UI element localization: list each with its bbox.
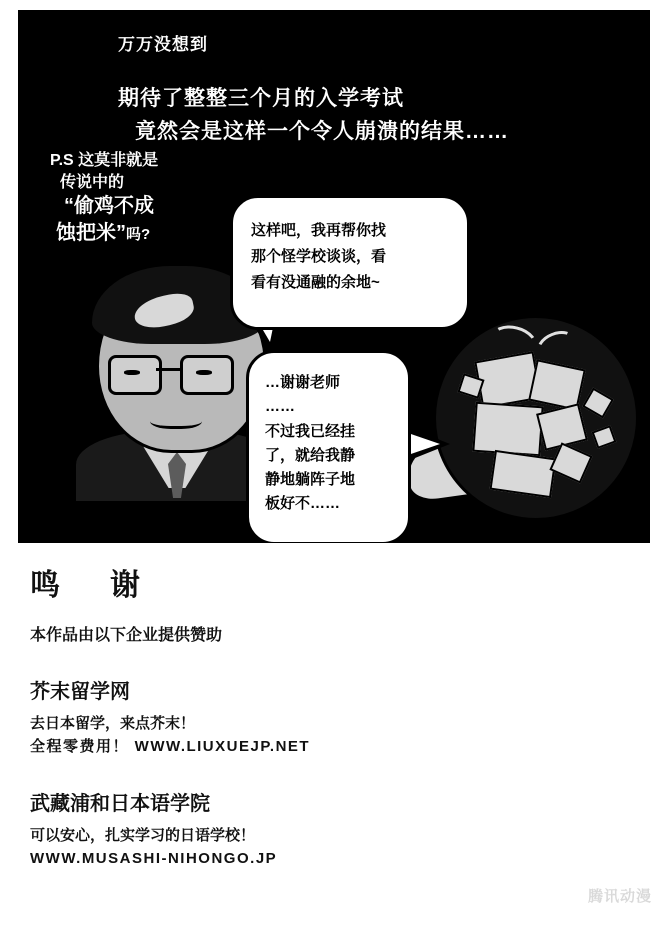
crumbling-ruins [433, 315, 638, 530]
sponsor-entry [30, 675, 630, 759]
rubble-block-3 [472, 402, 543, 457]
watermark: 腾讯动漫 [587, 888, 652, 905]
sponsor-name: 武藏浦和日本语学院 [30, 792, 210, 815]
ps-note-line-4-main: 蚀把米” [56, 222, 126, 245]
rubble-block-6 [549, 442, 592, 483]
teacher-bubble-line-2: 那个怪学校谈谈，看 [251, 247, 387, 265]
ps-note-line-4 [50, 220, 158, 247]
glasses-left-lens [108, 355, 162, 395]
glasses-bridge [156, 368, 180, 371]
rubble-block-8 [592, 425, 617, 449]
teacher-bubble-line-3: 看有没通融的余地~ [251, 273, 380, 291]
student-bubble-line-5: 静地躺阵子地 [265, 471, 356, 489]
credits-subtitle: 本作品由以下企业提供赞助 [30, 627, 223, 644]
credits-section [30, 560, 630, 898]
teacher-right-eye [196, 370, 212, 375]
sponsor-url: 全程零费用！ WWW.LIUXUEJP.NET [30, 738, 311, 756]
sponsor-tagline: 可以安心，扎实学习的日语学校！ [30, 826, 256, 844]
ps-note-line-1: P.S 这莫非就是 [50, 152, 159, 169]
ps-note-line-3: “偷鸡不成 [64, 195, 154, 218]
sponsor-name: 芥末留学网 [30, 681, 130, 703]
ruins-circle [433, 315, 639, 521]
student-speech-bubble [246, 350, 411, 543]
teacher-speech-bubble [230, 195, 470, 330]
teacher-bubble-line-1: 这样吧，我再帮你找 [251, 222, 387, 239]
sponsor-url: WWW.MUSASHI-NIHONGO.JP [30, 849, 278, 867]
student-bubble-line-4: 了，就给我静 [265, 446, 356, 464]
caption-line-2: 期待了整整三个月的入学考试 [118, 87, 404, 110]
caption-line-3: 竟然会是这样一个令人崩溃的结果…… [135, 120, 509, 143]
teacher-left-eye [124, 370, 140, 375]
ps-note [50, 150, 158, 247]
ps-note-line-2: 传说中的 [60, 173, 125, 191]
sponsor-tagline: 去日本留学，来点芥末！ [30, 715, 196, 732]
student-bubble-line-6: 板好不…… [265, 495, 341, 513]
glasses-right-lens [180, 355, 234, 395]
caption-line-1: 万万没想到 [118, 35, 208, 54]
student-bubble-line-3: 不过我已经挂 [265, 422, 356, 440]
student-bubble-line-1: …谢谢老师 [265, 374, 341, 391]
ps-note-line-4-tail: 吗? [126, 226, 151, 244]
student-bubble-line-2: …… [265, 398, 295, 416]
rubble-block-5 [490, 450, 557, 498]
teacher-mouth [150, 410, 202, 429]
credits-title: 鸣 谢 [30, 569, 150, 602]
comic-panel [18, 10, 650, 543]
student-bubble-tail [410, 428, 450, 460]
sponsor-entry [30, 787, 630, 871]
rubble-block-7 [582, 387, 614, 418]
